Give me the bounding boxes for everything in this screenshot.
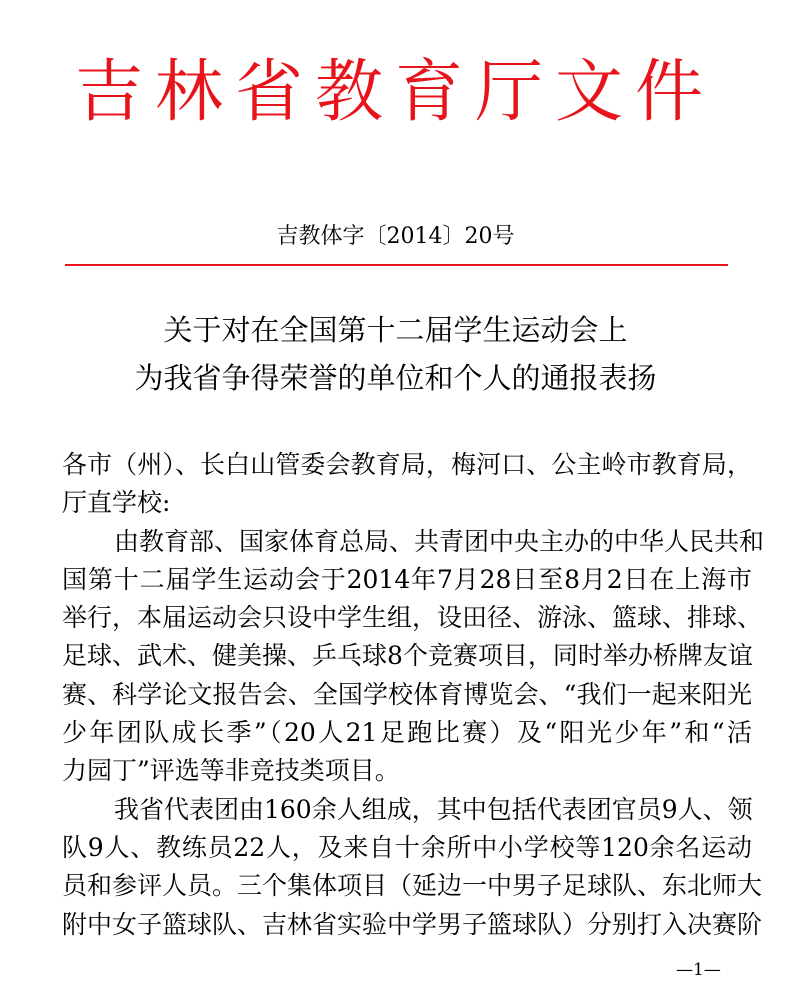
body-line: 力园丁”评选等非竞技类项目。 (62, 756, 400, 786)
body-line: 由教育部、国家体育总局、共青团中央主办的中华人民共和 (114, 526, 765, 556)
body-line: 少年团队成长季”（20人21足跑比赛）及“阳光少年”和“活 (62, 718, 752, 748)
body-line: 队9人、教练员22人，及来自十余所中小学校等120余名运动 (62, 832, 752, 862)
body-line: 国第十二届学生运动会于2014年7月28日至8月2日在上海市 (62, 564, 752, 594)
red-divider (65, 264, 728, 266)
body-line: 员和参评人员。三个集体项目（延边一中男子足球队、东北师大 (62, 871, 763, 901)
body-line: 厅直学校: (62, 488, 171, 518)
document-body (62, 446, 765, 944)
body-line: 足球、武术、健美操、乒乓球8个竞赛项目，同时举办桥牌友谊 (62, 641, 753, 671)
document-number: 吉教体字〔2014〕20号 (276, 224, 515, 249)
document-title-line-1: 关于对在全国第十二届学生运动会上 (163, 313, 628, 347)
body-line: 赛、科学论文报告会、全国学校体育博览会、“我们一起来阳光 (62, 679, 752, 709)
body-line: 举行，本届运动会只设中学生组，设田径、游泳、篮球、排球、 (62, 603, 763, 633)
body-line: 各市（州）、长白山管委会教育局，梅河口、公主岭市教育局， (62, 450, 752, 479)
document-title-line-2: 为我省争得荣誉的单位和个人的通报表扬 (134, 361, 657, 395)
page-number: —1— (676, 960, 721, 980)
body-line: 我省代表团由160余人组成，其中包括代表团官员9人、领 (114, 794, 753, 824)
body-line: 附中女子篮球队、吉林省实验中学男子篮球队）分别打入决赛阶 (62, 909, 763, 939)
document-masthead: 吉林省教育厅文件 (74, 53, 715, 132)
